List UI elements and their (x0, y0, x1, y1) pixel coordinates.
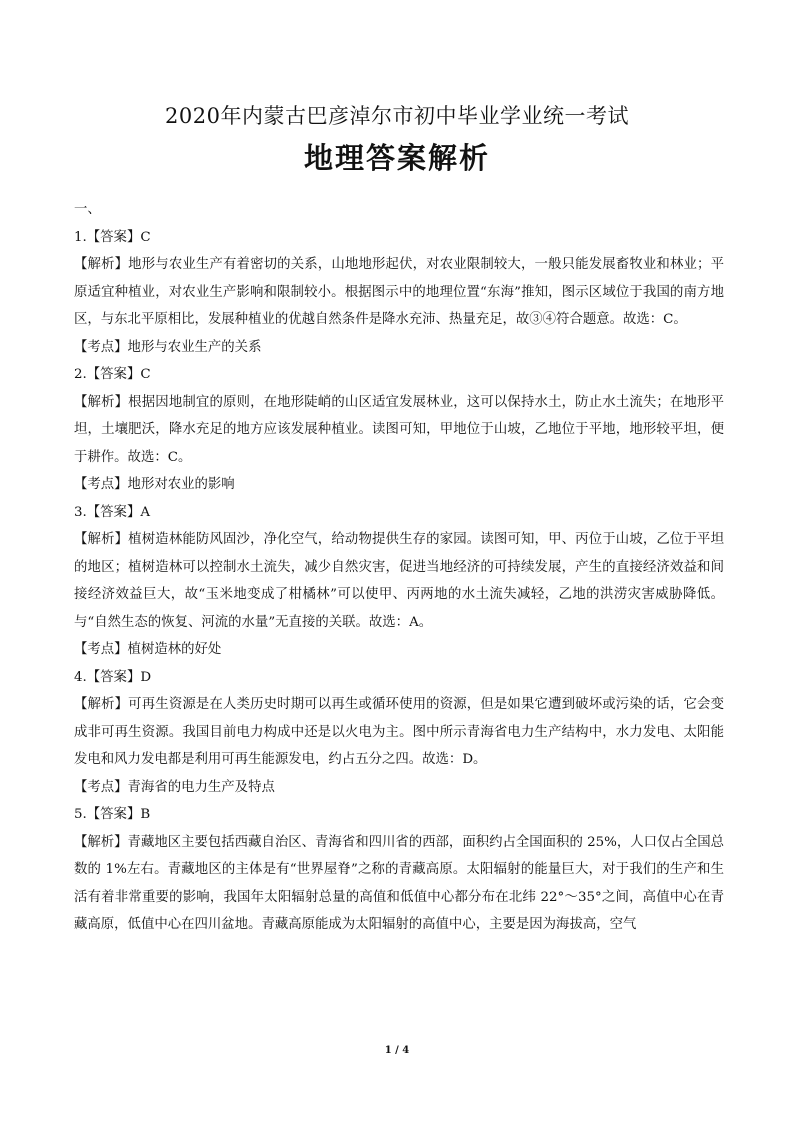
item-answer: 2.【答案】C (74, 367, 151, 382)
item-answer: 3.【答案】A (74, 504, 151, 520)
answer-item-5 (74, 801, 724, 939)
answer-item-4 (74, 664, 724, 802)
item-analysis: 【解析】根据因地制宜的原则，在地形陡峭的山区适宜发展林业，这可以保持水土，防止水土流失；在地形平坦，土壤肥沃，降水充足的地方应该发展种植业。读图可知，甲地位于山坡，乙地位于平地，地形较平坦，便于耕作。故选：C。 (74, 394, 724, 465)
answer-item-1 (74, 224, 724, 362)
item-analysis: 【解析】青藏地区主要包括西藏自治区、青海省和四川省的西部，面积约占全国面积的 25%，人口仅占全国总数的 1%左右。青藏地区的主体是有“世界屋脊”之称的青藏高原。太阳辐射的能量巨大，对于我们的生产和生活有着非常重要的影响，我国年太阳辐射总量的高值和低值中心都分布在北纬 22°～35°之间，高值中心在青藏高原，低值中心在四川盆地。青藏高原能成为太阳辐射的高值中心，主要是因为海拔高，空气 (74, 834, 724, 932)
item-answer: 1.【答案】C (74, 229, 151, 245)
answer-item-3 (74, 499, 724, 664)
item-point: 【考点】地形与农业生产的关系 (74, 339, 262, 355)
item-analysis: 【解析】地形与农业生产有着密切的关系，山地地形起伏，对农业限制较大，一般只能发展畜牧业和林业；平原适宜种植业，对农业生产影响和限制较小。根据图示中的地理位置“东海”推知，图示区域位于我国的南方地区，与东北平原相比，发展种植业的优越自然条件是降水充沛、热量充足，故③④符合题意。故选：C。 (74, 257, 724, 327)
item-answer: 4.【答案】D (74, 669, 152, 685)
item-answer: 5.【答案】B (74, 807, 151, 822)
item-point: 【考点】地形对农业的影响 (74, 477, 235, 492)
document-title: 2020年内蒙古巴彦淖尔市初中毕业学业统一考试 (165, 104, 629, 128)
item-analysis: 【解析】可再生资源是在人类历史时期可以再生或循环使用的资源，但是如果它遭到破坏或污染的话，它会变成非可再生资源。我国目前电力构成中还是以火电为主。图中所示青海省电力生产结构中，水力发电、太阳能发电和风力发电都是利用可再生能源发电，约占五分之四。故选：D。 (74, 697, 724, 767)
section-heading: 一、 (74, 202, 101, 217)
page-number: 1 / 4 (384, 1045, 410, 1056)
answer-item-2 (74, 361, 724, 499)
document-content (74, 196, 724, 939)
item-analysis: 【解析】植树造林能防风固沙，净化空气，给动物提供生存的家园。读图可知，甲、丙位于山坡，乙位于平坦的地区；植树造林可以控制水土流失，减少自然灾害，促进当地经济的可持续发展，产生的直接经济效益和间接经济效益巨大，故“玉米地变成了柑橘林”可以使甲、丙两地的水土流失减轻，乙地的洪涝灾害威胁降低。与“自然生态的恢复、河流的水量”无直接的关联。故选：A。 (74, 532, 724, 630)
item-point: 【考点】青海省的电力生产及特点 (74, 779, 275, 795)
item-point: 【考点】植树造林的好处 (74, 642, 222, 657)
document-subtitle: 地理答案解析 (303, 141, 490, 175)
